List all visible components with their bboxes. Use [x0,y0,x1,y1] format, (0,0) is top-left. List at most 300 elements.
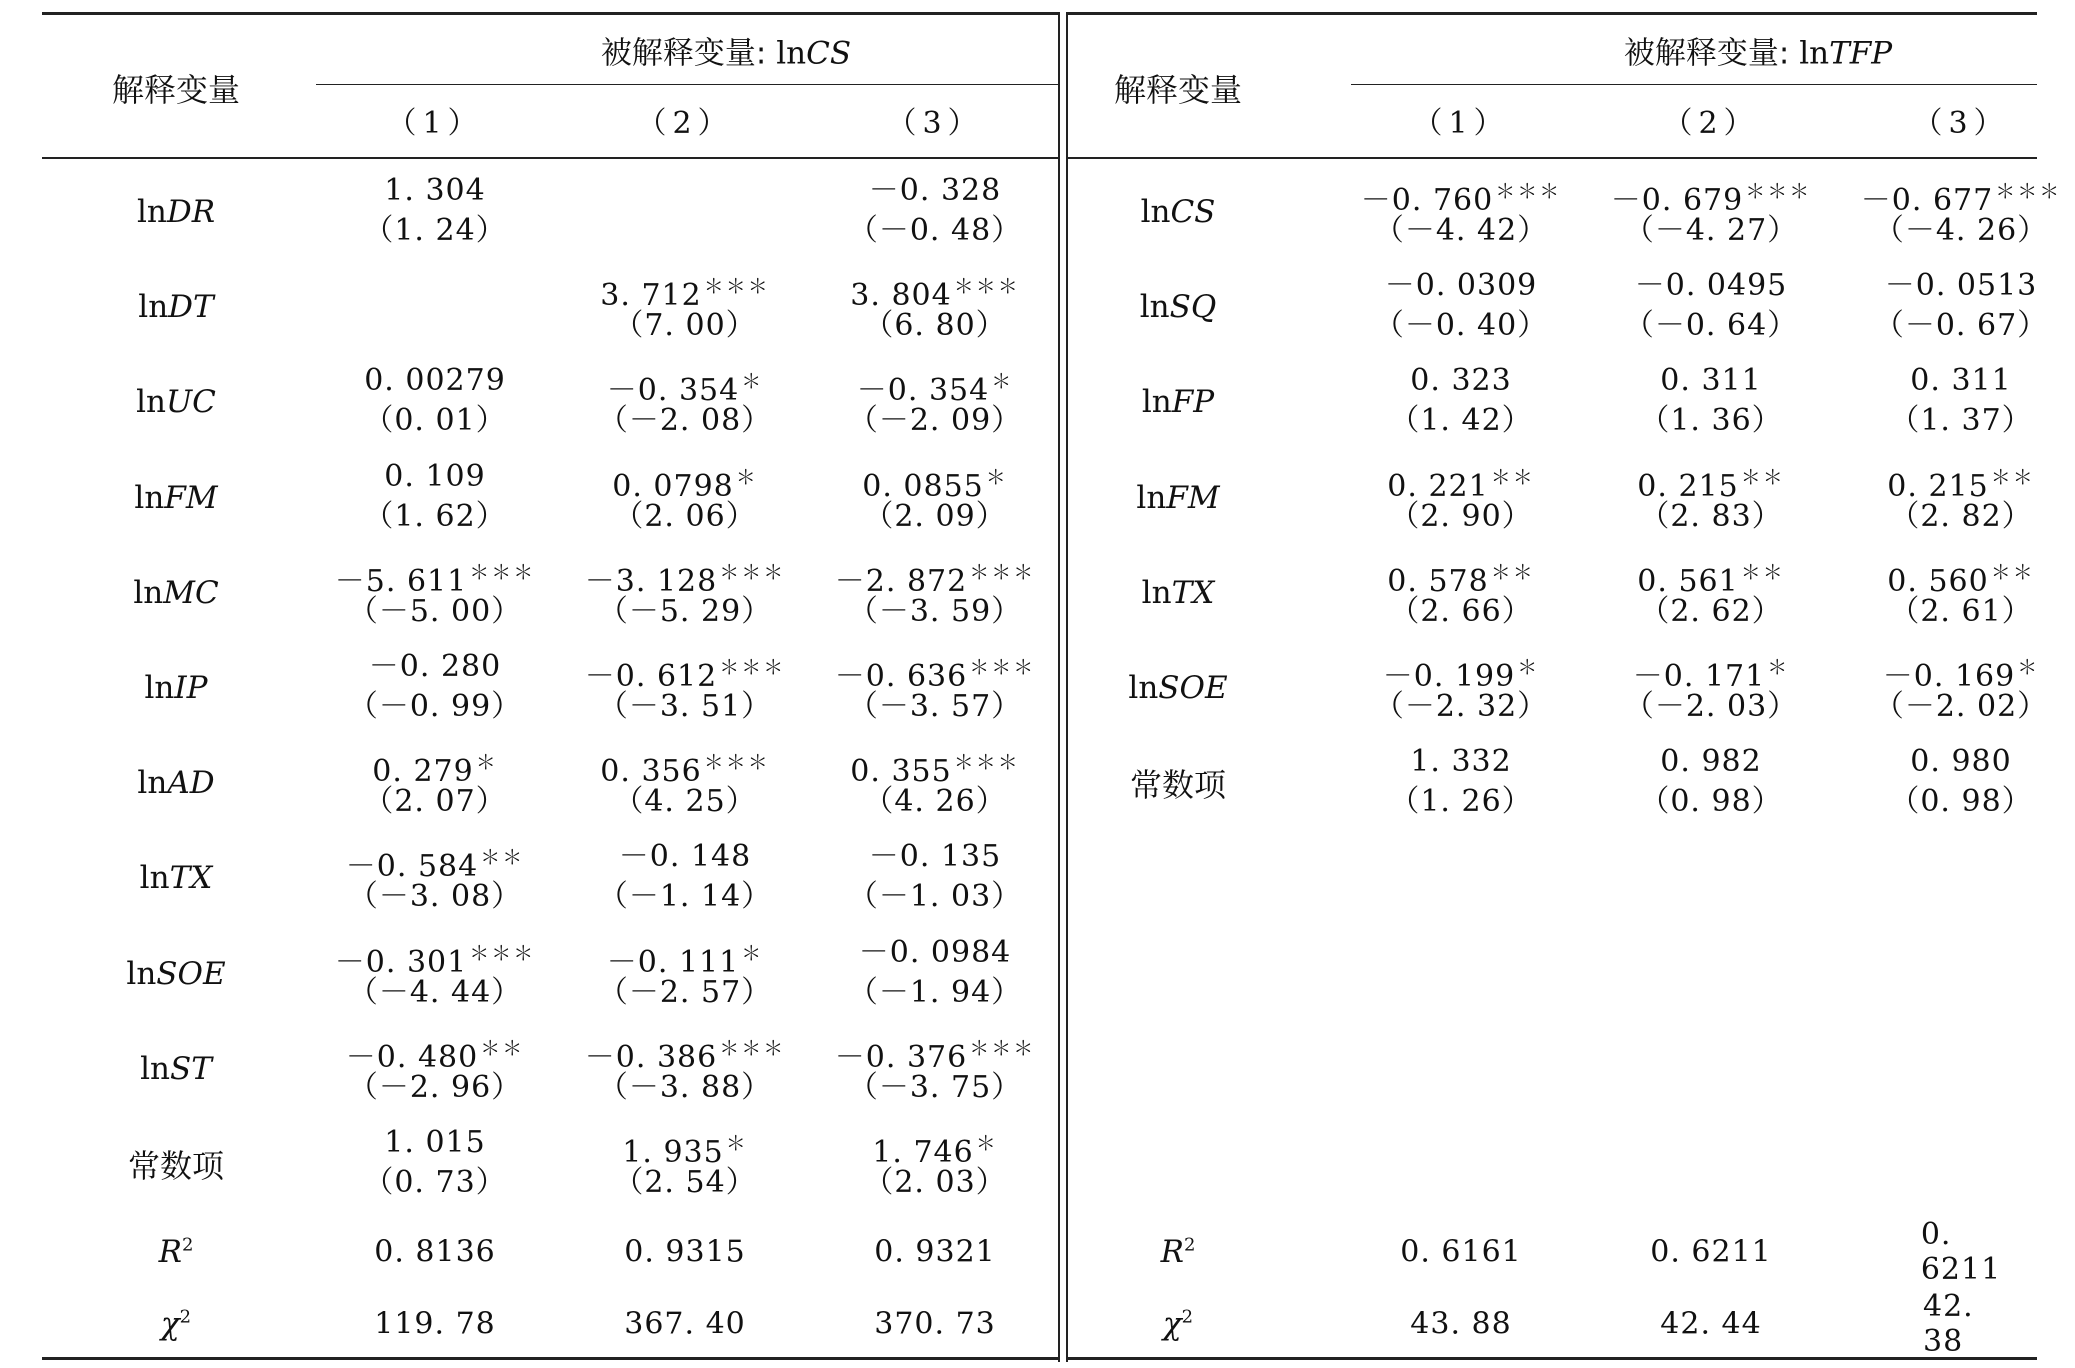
coefficient-value: －5. 611 [334,563,468,599]
significance-stars: ＊＊＊ [969,559,1036,584]
coefficient [584,1031,786,1075]
row-name [1142,575,1215,611]
coefficient [850,745,1020,790]
row-name [1142,384,1214,420]
significance-stars: ＊ [735,464,758,489]
coefficient-value: －0. 376 [834,1039,968,1075]
coefficient-value: －0. 301 [334,944,468,980]
r2-value: 0. 6211 [1650,1234,1772,1270]
t-statistic: （－4. 44） [347,974,523,1010]
r2-label [1161,1234,1196,1270]
row-name-ln: ln [1141,574,1172,611]
coefficient-cell [850,745,1019,819]
r2-superscript: 2 [1183,1234,1196,1256]
coefficient-cell [1637,460,1784,534]
coefficient-cell [863,1126,1006,1200]
significance-stars: ＊ [1517,655,1540,679]
t-statistic: （7. 00） [613,308,757,344]
coefficient-cell [585,650,785,724]
row-name-var: TX [169,860,213,897]
row-name-ln: ln [1128,670,1159,706]
coefficient-cell [363,745,506,819]
coefficient-cell [848,174,1022,248]
chi2-superscript: 2 [179,1306,192,1328]
row-name-var: FP [1171,384,1215,421]
significance-stars: ＊＊＊ [719,655,786,679]
row-name [138,289,213,325]
t-statistic: （1. 26） [1389,784,1533,820]
coefficient [598,364,772,409]
coefficient [1639,745,1782,779]
significance-stars: ＊ [985,464,1008,489]
coefficient [345,840,525,885]
t-statistic: （－0. 99） [347,689,523,724]
coefficient [334,936,536,980]
t-statistic: （4. 25） [613,784,757,820]
chi2-superscript: 2 [1181,1306,1194,1328]
row-name-ln: ln [1141,384,1172,421]
coefficient-cell [598,936,772,1010]
t-statistic: （－5. 00） [347,593,523,629]
t-statistic: （0. 01） [363,403,507,439]
coefficient [863,1126,1006,1170]
coefficient-cell [585,1031,785,1105]
coefficient [348,650,522,684]
significance-stars: ＊ [991,369,1014,394]
coefficient [862,460,1008,504]
row-name [126,956,225,992]
t-statistic: （－2. 09） [847,403,1023,439]
coefficient [1874,650,2048,694]
significance-stars: ＊＊＊ [969,1035,1036,1060]
t-statistic: （－2. 96） [347,1069,523,1105]
coefficient-value: －0. 169 [1882,659,2016,694]
coefficient-cell [848,936,1022,1010]
t-statistic: （－2. 02） [1873,689,2049,724]
row-name: 常数项 [1129,766,1227,805]
coefficient-value: 0. 578 [1387,563,1489,599]
coefficient-cell [598,364,772,438]
coefficient [1387,555,1535,599]
coefficient [1860,174,2062,218]
t-statistic: （2. 90） [1389,498,1533,534]
coefficient-cell [1374,269,1548,343]
t-statistic: （6. 80） [863,308,1007,344]
coefficient-value: 0. 561 [1637,563,1739,599]
significance-stars: ＊ [1767,655,1790,679]
row-name [133,575,218,611]
coefficient [345,1031,525,1075]
coefficient [848,840,1022,874]
t-statistic: （－2. 03） [1623,689,1799,724]
coefficient-cell [363,364,506,438]
coefficient [1624,650,1798,694]
coefficient-cell [1389,745,1532,819]
coefficient-value: －0. 111 [606,944,740,980]
column-number: （3） [1912,106,2010,141]
r2-label [159,1234,194,1270]
coefficient [1889,364,2032,398]
chi2-value: 42. 38 [1923,1289,1974,1359]
coefficient-value: 0. 560 [1887,563,1989,599]
coefficient-cell [1889,364,2032,438]
coefficient-value: 0. 323 [1410,363,1512,399]
coefficient-value: 0. 221 [1387,468,1489,504]
r2-symbol: R [158,1234,182,1270]
coefficient-value: －0. 480 [345,1039,479,1075]
row-name [1140,289,1217,325]
t-statistic: （－5. 29） [597,593,773,629]
coefficient [834,1031,1036,1075]
coefficient-cell [835,650,1035,724]
t-statistic: （2. 09） [863,498,1007,534]
coefficient [600,269,770,314]
coefficient-value: 3. 712 [600,278,702,314]
coefficient-cell [613,1126,756,1200]
coefficient-value: 0. 109 [384,458,486,494]
row-name-var: SQ [1169,289,1217,326]
t-statistic: （－4. 26） [1873,213,2049,248]
coefficient-cell [848,840,1022,914]
t-statistic: （0. 98） [1889,784,2033,820]
coefficient [1387,460,1535,504]
row-name-var: FM [164,479,218,516]
t-statistic: （－1. 14） [597,879,773,915]
row-name-var: TX [1171,574,1215,611]
t-statistic: （－0. 40） [1373,308,1549,344]
coefficient [1637,460,1785,504]
significance-stars: ＊＊＊ [953,750,1020,775]
row-name [136,384,216,420]
coefficient-value: －0. 354 [856,373,990,409]
t-statistic: （－0. 48） [847,213,1023,248]
row-name [137,765,214,801]
coefficient [1874,269,2048,303]
significance-stars: ＊＊ [480,1035,525,1060]
significance-stars: ＊ [975,1131,998,1155]
r2-value: 0. 6211 [1920,1217,2002,1287]
t-statistic: （2. 61） [1889,593,2033,629]
coefficient-value: 1. 332 [1410,744,1512,780]
row-name-var: DT [168,289,214,326]
coefficient [598,840,772,874]
row-name-ln: ln [138,289,169,326]
coefficient [1360,174,1562,218]
row-name-var: MC [163,574,219,611]
row-name-var: SOE [156,955,226,992]
coefficient-value: 0. 215 [1887,468,1989,504]
top-rule [42,12,1058,15]
t-statistic: （－3. 57） [847,689,1023,724]
significance-stars: ＊ [725,1131,748,1155]
significance-stars: ＊＊ [1990,464,2035,489]
chi2-value: 42. 44 [1660,1306,1762,1342]
row-name-ln: ln [136,194,167,230]
coefficient-value: －0. 677 [1860,183,1994,218]
r2-value: 0. 9315 [624,1234,746,1270]
column-number: （3） [886,106,984,141]
coefficient [834,555,1036,599]
row-name-ln: ln [139,860,170,897]
t-statistic: （2. 54） [613,1165,757,1200]
coefficient-cell [600,745,769,819]
chi2-label [1163,1306,1193,1342]
coefficient [1624,269,1798,303]
coefficient [334,555,536,599]
t-statistic: （2. 62） [1639,593,1783,629]
coefficient-cell [1361,174,1561,248]
t-statistic: （1. 62） [363,498,507,534]
significance-stars: ＊＊＊ [969,655,1036,679]
t-statistic: （－3. 59） [847,593,1023,629]
row-name-ln: ln [1140,194,1171,230]
t-statistic: （－4. 27） [1623,213,1799,248]
coefficient-value: －0. 171 [1632,659,1766,694]
coefficient-value: －3. 128 [584,563,718,599]
row-name-ln: ln [126,955,157,992]
coefficient [584,555,786,599]
significance-stars: ＊＊＊ [469,559,536,584]
significance-stars: ＊＊＊ [469,940,536,965]
bottom-rule [1068,1357,2037,1360]
coefficient-value: －0. 199 [1382,659,1516,694]
significance-stars: ＊＊＊ [1995,179,2062,203]
coefficient-cell [1889,745,2032,819]
coefficient [613,1126,756,1170]
row-name-var: IP [174,670,208,706]
coefficient-cell [346,840,524,914]
t-statistic: （1. 36） [1639,403,1783,439]
coefficient [600,745,770,790]
chi2-value: 43. 88 [1410,1306,1512,1342]
row-name-var: ST [169,1050,212,1087]
coefficient [1889,745,2032,779]
t-statistic: （0. 73） [363,1165,507,1200]
coefficient-cell [862,460,1008,534]
coefficient-cell [848,364,1022,438]
table-panel-tfp [1068,12,2062,1362]
row-name [134,480,217,516]
coefficient-cell [1887,555,2034,629]
coefficient-value: 1. 304 [384,173,486,208]
coefficient-value: －0. 148 [618,839,752,875]
row-name-ln: ln [140,1050,170,1087]
t-statistic: （－4. 42） [1373,213,1549,248]
dependent-variable-title [601,28,851,73]
coefficient [834,650,1036,694]
row-name-var: CS [1170,194,1216,230]
coefficient-cell [1387,460,1534,534]
coefficient-cell [585,555,785,629]
coefficient [1374,269,1548,303]
coefficient-value: 0. 311 [1660,363,1762,399]
row-name-ln: ln [136,384,167,421]
coefficient-cell [1887,460,2034,534]
coefficient-value: －0. 584 [345,849,479,885]
coefficient-value: －0. 679 [1610,183,1744,218]
chi2-symbol: χ [160,1306,180,1342]
coefficient-cell [1861,174,2061,248]
coefficient-cell [835,1031,1035,1105]
coefficient [850,269,1020,314]
t-statistic: （－3. 08） [347,879,523,915]
chi2-symbol: χ [1162,1306,1182,1342]
t-statistic: （2. 66） [1389,593,1533,629]
significance-stars: ＊ [741,369,764,394]
coefficient-cell [1874,650,2048,724]
coefficient [848,364,1022,409]
dep-var: CS [806,35,852,72]
coefficient-cell [363,460,506,534]
coefficient-value: 0. 0798 [612,468,734,504]
row-name [140,860,213,896]
significance-stars: ＊ [741,940,764,965]
coefficient [1374,650,1548,694]
coefficient-cell [363,174,506,248]
row-name: 常数项 [127,1147,225,1185]
coefficient-cell [1624,269,1798,343]
coefficient-value: 0. 0855 [862,468,984,504]
significance-stars: ＊＊＊ [719,1035,786,1060]
column-number: （1） [386,106,484,141]
coefficient-cell [1639,364,1782,438]
chi2-value: 367. 40 [624,1306,746,1342]
bottom-rule [42,1357,1058,1360]
column-number: （2） [1662,106,1760,141]
coefficient-value: 0. 215 [1637,468,1739,504]
t-statistic: （－2. 57） [597,974,773,1010]
regression-table [42,12,2062,1362]
t-statistic: （1. 24） [363,213,507,248]
coefficient [363,174,506,208]
coefficient-value: －0. 135 [868,839,1002,875]
row-name [1136,480,1219,516]
dep-ln: ln [776,35,807,72]
coefficient-cell [1639,745,1782,819]
coefficient [1637,555,1785,599]
t-statistic: （－1. 94） [847,974,1023,1010]
coefficient-value: －0. 280 [368,649,502,684]
t-statistic: （－1. 03） [847,879,1023,915]
coefficient [1610,174,1812,218]
coefficient-value: －0. 612 [584,659,718,694]
header-subrule [1351,84,2037,85]
t-statistic: （4. 26） [863,784,1007,820]
coefficient-value: －0. 386 [584,1039,718,1075]
t-statistic: （2. 82） [1889,498,2033,534]
r2-superscript: 2 [181,1234,194,1256]
dep-prefix: 被解释变量: [600,35,777,72]
column-number: （1） [1412,106,1510,141]
header-rule [42,157,1058,159]
t-statistic: （－3. 75） [847,1069,1023,1105]
significance-stars: ＊＊＊ [1745,179,1812,203]
coefficient-value: 0. 00279 [364,363,506,399]
dep-ln: ln [1799,35,1830,72]
coefficient [598,936,772,980]
coefficient-value: －0. 328 [868,173,1002,208]
row-name-ln: ln [1139,289,1170,326]
significance-stars: ＊ [475,750,498,775]
r2-value: 0. 8136 [374,1234,496,1270]
coefficient-cell [348,650,522,724]
t-statistic: （－3. 51） [597,689,773,724]
chi2-label [161,1306,191,1342]
coefficient [1639,364,1782,398]
coefficient [1389,745,1532,779]
coefficient [584,650,786,694]
coefficient-cell [335,936,535,1010]
row-name-ln: ln [1136,479,1167,516]
coefficient-value: －0. 760 [1360,183,1494,218]
coefficient-cell [612,460,758,534]
t-statistic: （2. 83） [1639,498,1783,534]
coefficient-value: 0. 355 [850,754,952,790]
t-statistic: （2. 06） [613,498,757,534]
coefficient-value: 0. 982 [1660,744,1762,780]
significance-stars: ＊＊ [1490,559,1535,584]
row-name [1141,194,1216,230]
row-header-label: 解释变量 [1113,71,1243,109]
coefficient-value: 1. 746 [872,1135,974,1170]
coefficient [363,745,506,790]
coefficient-value: 0. 279 [372,754,474,790]
dependent-variable-title [1624,28,1892,73]
row-name-ln: ln [133,574,164,611]
t-statistic: （－0. 67） [1873,308,2049,344]
r2-symbol: R [1160,1234,1184,1270]
row-name-var: AD [167,765,215,802]
row-name-ln: ln [134,479,165,516]
coefficient [848,936,1022,970]
coefficient-value: 0. 980 [1910,744,2012,780]
coefficient-value: 1. 015 [384,1125,486,1160]
coefficient-value: －0. 0984 [858,934,1012,970]
t-statistic: （－2. 08） [597,403,773,439]
row-name-ln: ln [137,765,168,802]
coefficient-value: －0. 0495 [1634,268,1788,304]
significance-stars: ＊＊＊ [703,274,770,299]
coefficient-cell [598,840,772,914]
row-name [137,194,215,230]
row-name [145,670,208,706]
r2-value: 0. 9321 [874,1234,996,1270]
column-number: （2） [636,106,734,141]
chi2-value: 370. 73 [874,1306,996,1342]
coefficient-cell [835,555,1035,629]
coefficient-value: 1. 935 [622,1135,724,1170]
t-statistic: （1. 42） [1389,403,1533,439]
row-header-label: 解释变量 [111,71,241,109]
coefficient [363,1126,506,1160]
coefficient-value: －0. 0513 [1884,268,2038,304]
significance-stars: ＊＊＊ [719,559,786,584]
row-name-var: DR [166,194,216,230]
coefficient [1887,555,2035,599]
t-statistic: （－3. 88） [597,1069,773,1105]
coefficient-cell [335,555,535,629]
row-name [1128,670,1227,706]
coefficient-cell [346,1031,524,1105]
coefficient-cell [1874,269,2048,343]
t-statistic: （0. 98） [1639,784,1783,820]
coefficient-cell [1624,650,1798,724]
significance-stars: ＊ [2017,655,2040,679]
significance-stars: ＊＊ [1990,559,2035,584]
top-rule [1068,12,2037,15]
t-statistic: （1. 37） [1889,403,2033,439]
double-divider [1058,12,1068,1362]
